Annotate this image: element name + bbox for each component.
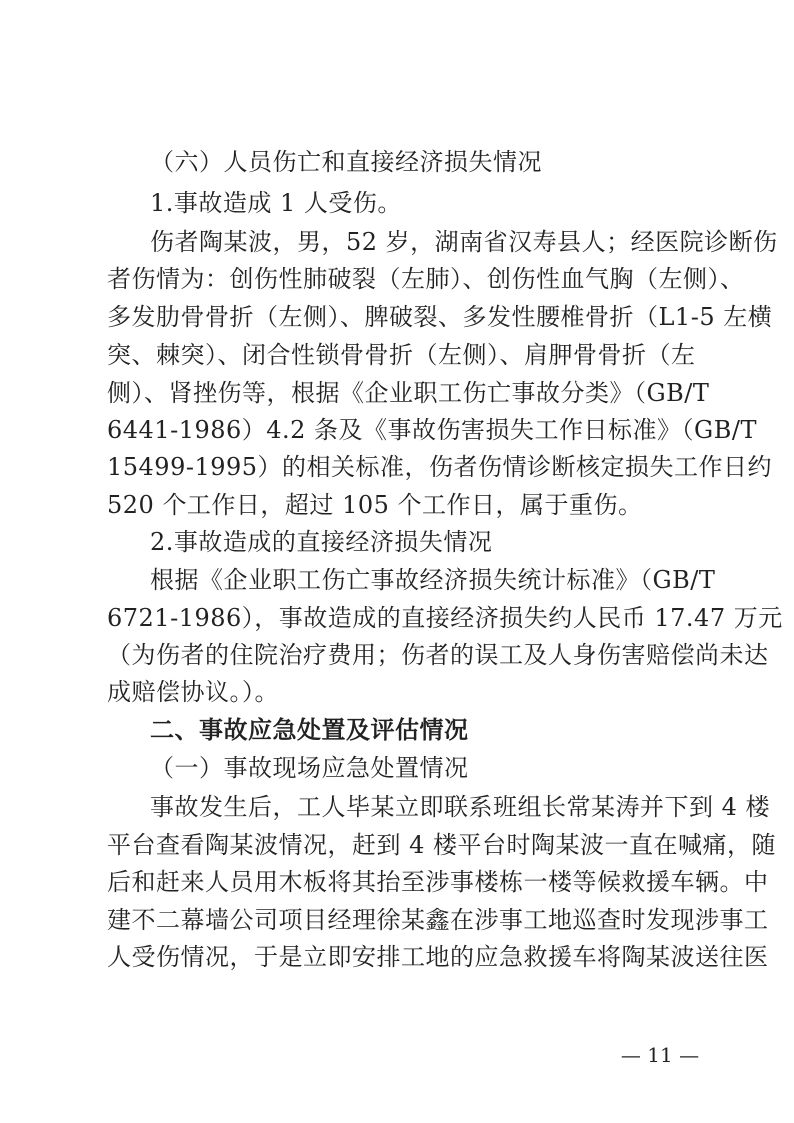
paragraph-line: 者伤情为：创伤性肺破裂（左肺）、创伤性血气胸（左侧）、: [107, 265, 745, 293]
paragraph-line: 6441-1986）4.2 条及《事故伤害损失工作日标准》（GB/T: [107, 416, 757, 444]
paragraph-line: 1.事故造成 1 人受伤。: [150, 189, 402, 217]
paragraph-line: 建不二幕墙公司项目经理徐某鑫在涉事工地巡查时发现涉事工: [107, 906, 769, 934]
paragraph-line: 平台查看陶某波情况，赶到 4 楼平台时陶某波一直在喊痛，随: [107, 831, 777, 859]
paragraph-line: 520 个工作日，超过 105 个工作日，属于重伤。: [107, 491, 643, 519]
paragraph-line: 事故发生后，工人毕某立即联系班组长常某涛并下到 4 楼: [150, 793, 771, 821]
paragraph-line: 多发肋骨骨折（左侧）、脾破裂、多发性腰椎骨折（L1-5 左横: [107, 303, 773, 331]
paragraph-line: 后和赶来人员用木板将其抬至涉事楼栋一楼等候救援车辆。中: [107, 868, 769, 896]
paragraph-line: 根据《企业职工伤亡事故经济损失统计标准》（GB/T: [150, 566, 716, 594]
page-number: — 11 —: [620, 1043, 700, 1067]
paragraph-line: 6721-1986），事故造成的直接经济损失约人民币 17.47 万元: [107, 604, 783, 632]
paragraph-line: 侧）、肾挫伤等，根据《企业职工伤亡事故分类》（GB/T: [107, 379, 710, 407]
paragraph-line: 15499-1995）的相关标准，伤者伤情诊断核定损失工作日约: [107, 453, 773, 481]
paragraph-line: 伤者陶某波，男，52 岁，湖南省汉寿县人；经医院诊断伤: [150, 228, 778, 256]
paragraph-line: 成赔偿协议。）。: [107, 678, 279, 706]
subsection-heading-economic-loss: 2.事故造成的直接经济损失情况: [150, 528, 493, 556]
paragraph-line: 人受伤情况，于是立即安排工地的应急救援车将陶某波送往医: [107, 943, 769, 971]
subsection-heading-onsite-response: （一）事故现场应急处置情况: [150, 754, 469, 782]
section-heading-casualties: （六）人员伤亡和直接经济损失情况: [150, 148, 542, 176]
section-heading-emergency-response: 二、事故应急处置及评估情况: [150, 715, 469, 744]
paragraph-line: 突、棘突）、闭合性锁骨骨折（左侧）、肩胛骨骨折（左: [107, 341, 696, 369]
paragraph-line: （为伤者的住院治疗费用；伤者的误工及人身伤害赔偿尚未达: [107, 641, 769, 669]
